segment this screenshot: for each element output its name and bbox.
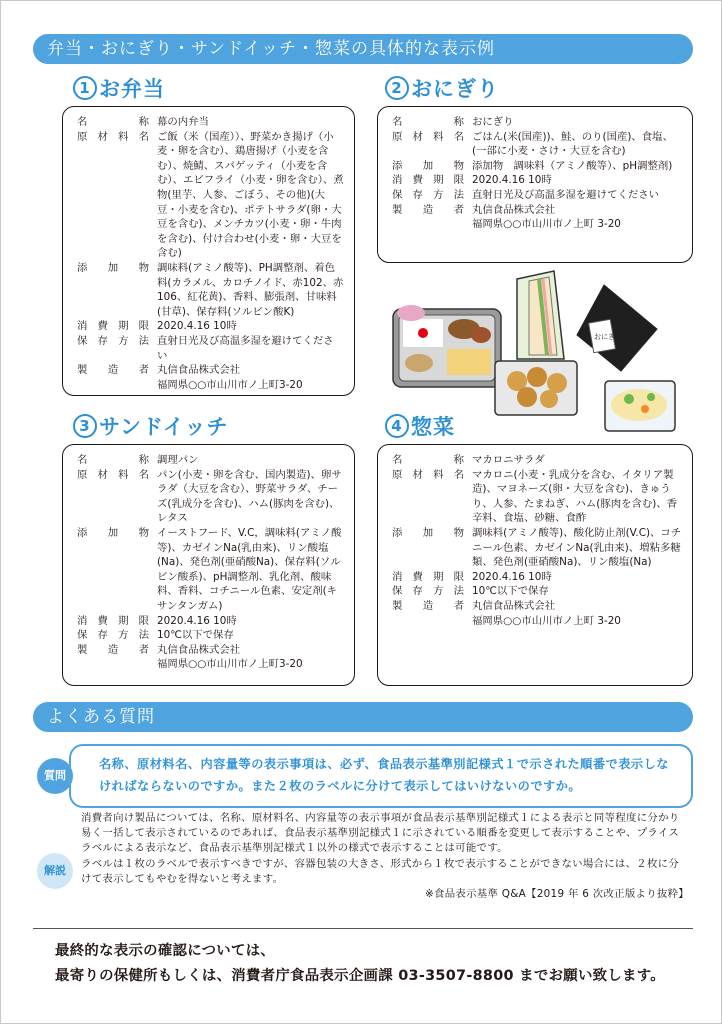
faq-question <box>33 744 693 808</box>
section-banner-examples: 弁当・おにぎり・サンドイッチ・惣菜の具体的な表示例 <box>33 34 693 64</box>
label-value: 丸信食品株式会社 福岡県○○市山川市ノ上町3-20 <box>157 643 303 671</box>
label-value: 10℃以下で保存 <box>472 585 549 598</box>
label-value: 10℃以下で保存 <box>157 629 234 642</box>
label-value: 調味料(アミノ酸等)、PH調整剤、着色料(カラメル、カロチノイド、赤102、赤106、紅花黄)、香料、膨張剤、甘味料(甘草)、保存料(ソルビン酸K) <box>157 261 344 318</box>
label-key: 添 加 物 <box>77 526 149 539</box>
label-row <box>392 159 682 174</box>
label-value: 丸信食品株式会社 福岡県○○市山川市ノ上町3-20 <box>157 364 303 391</box>
section-title-sandwich <box>73 411 228 441</box>
label-card-bento <box>62 106 355 396</box>
label-key: 消 費 期 限 <box>77 614 149 627</box>
answer-text <box>81 811 689 902</box>
label-key: 原 材 料 名 <box>392 468 464 481</box>
label-value: ご飯（米（国産））、野菜かき揚げ（小麦・卵を含む）、鶏唐揚げ（小麦を含む）、焼鯖、スパゲッティ（小麦を含む）、エビフライ（小麦・卵を含む）、煮物(里芋、人参、ごぼう、その他)(大豆・小麦を含む)、ポテトサラダ(卵・大豆を含む)、メンチカツ(小麦・卵・牛肉を含む)、付け合わせ(小麦・卵・大豆を含む) <box>157 130 344 260</box>
label-key: 名 称 <box>392 454 464 466</box>
citation: ※食品表示基準 Q&A【2019 年 6 次改正版より抜粋】 <box>425 888 689 901</box>
label-key: 製 造 者 <box>392 599 464 612</box>
label-row <box>77 614 344 629</box>
faq-banner: よくある質問 <box>33 702 693 732</box>
section-title-text: サンドイッチ <box>99 415 229 439</box>
label-value: 添加物 調味料（アミノ酸等）、pH調整剤) <box>472 159 673 172</box>
label-row <box>77 130 344 261</box>
section-title-bento <box>73 73 165 103</box>
label-value: 2020.4.16 10時 <box>157 320 237 333</box>
answer-paragraph: 消費者向け製品については、名称、原材料名、内容量等の表示事項が食品表示基準別記様式１による表示と同等程度に分かり易く一括して表示されているのであれば、食品表示基準別記様式１に示されている順番を変更して表示することや、プライスラベルによる表示など、食品表示基準別記様式１以外の様式で表示することは可能です。 <box>81 812 680 855</box>
label-key: 保 存 方 法 <box>77 629 149 642</box>
label-card-onigiri <box>377 106 693 263</box>
label-value: イーストフード、V.C，調味料(アミノ酸等)、カゼインNa(乳由来)、リン酸塩(Na)、発色剤(亜硝酸Na)、保存料(ソルビン酸系)、pH調整剤、乳化剤、酸味料、香料、コチニール色素、安定剤(キサンタンガム) <box>157 526 342 612</box>
section-title-text: お弁当 <box>99 77 165 101</box>
label-row <box>77 468 344 526</box>
label-value: 丸信食品株式会社 福岡県○○市山川市ノ上町 3-20 <box>472 203 621 231</box>
label-key: 名 称 <box>77 116 149 128</box>
label-row <box>77 363 344 392</box>
label-row <box>392 203 682 232</box>
label-row <box>392 173 682 188</box>
label-key: 名 称 <box>77 454 149 466</box>
label-row <box>77 526 344 614</box>
final-note <box>55 939 665 989</box>
label-row <box>392 599 682 628</box>
label-value: 2020.4.16 10時 <box>157 614 237 627</box>
question-text: 名称、原材料名、内容量等の表示事項は、必ず、食品表示基準別記様式１で示された順番で表示しなければならないのですか。また２枚のラベルに分けて表示してはいけないのですか。 <box>69 744 693 808</box>
label-value: マカロニサラダ <box>472 454 545 466</box>
label-card-sandwich <box>62 444 355 686</box>
label-row <box>77 115 344 130</box>
label-key: 保 存 方 法 <box>77 334 149 347</box>
label-value: おにぎり <box>472 116 514 128</box>
label-key: 原 材 料 名 <box>77 468 149 481</box>
label-row <box>77 261 344 319</box>
label-key: 消 費 期 限 <box>77 320 149 333</box>
label-key: 添 加 物 <box>77 261 149 274</box>
label-row <box>77 643 344 672</box>
label-value: 2020.4.16 10時 <box>472 570 552 583</box>
circled-number: 1 <box>73 76 97 100</box>
karaage-pack-icon <box>495 361 577 415</box>
section-title-text: 惣菜 <box>411 415 455 439</box>
label-value: 丸信食品株式会社 福岡県○○市山川市ノ上町 3-20 <box>472 599 621 627</box>
label-value: 調理パン <box>157 454 199 466</box>
label-row <box>77 453 344 468</box>
label-row <box>392 584 682 599</box>
final-note-line: 最終的な表示の確認については、 <box>55 943 276 959</box>
salad-pack-icon <box>605 381 675 431</box>
answer-paragraph: ラベルは１枚のラベルで表示すべきですが、容器包装の大きさ、形式から１枚で表示することができない場合には、２枚に分けて表示してもやむを得ないと考えます。 <box>81 857 680 885</box>
label-row <box>392 526 682 570</box>
label-row <box>392 130 682 159</box>
label-card-sozai <box>377 444 693 686</box>
label-key: 名 称 <box>392 116 464 128</box>
label-key: 消 費 期 限 <box>392 570 464 583</box>
circled-number: 2 <box>385 76 409 100</box>
label-row <box>392 453 682 468</box>
section-title-text: おにぎり <box>411 77 499 101</box>
label-value: 2020.4.16 10時 <box>472 174 552 187</box>
label-key: 保 存 方 法 <box>392 585 464 598</box>
label-value: 調味料(アミノ酸等)、酸化防止剤(V.C)、コチニール色素、カゼインNa(乳由来)、増粘多糖類、発色剤(亜硝酸Na)、リン酸塩(Na) <box>472 526 682 569</box>
circled-number: 4 <box>385 414 409 438</box>
label-key: 原 材 料 名 <box>77 130 149 143</box>
label-row <box>392 115 682 130</box>
section-title-onigiri <box>385 73 499 103</box>
label-value: マカロニ(小麦・乳成分を含む、イタリア製造)、マヨネーズ(卵・大豆を含む)、きゅうり、人参、たまねぎ、ハム(豚肉を含む)、香辛料、食塩、砂糖、食酢 <box>472 468 678 525</box>
final-note-line: 最寄りの保健所もしくは、消費者庁食品表示企画課 03-3507-8800 までお願い致します。 <box>55 968 665 984</box>
sandwich-icon <box>517 271 564 359</box>
label-value: 直射日光及び高温多湿を避けてください <box>157 334 334 362</box>
label-key: 添 加 物 <box>392 159 464 172</box>
label-value: ごはん(米(国産))、鮭、のり(国産)、食塩、(一部に小麦・さけ・大豆を含む) <box>472 130 673 158</box>
label-row <box>392 570 682 585</box>
rice-ball-icon <box>577 285 657 371</box>
question-badge: 質問 <box>37 758 73 794</box>
label-row <box>392 468 682 526</box>
bento-box-icon <box>393 305 501 387</box>
label-key: 製 造 者 <box>77 643 149 656</box>
label-row <box>77 334 344 363</box>
rice-ball-label: おにぎり <box>594 333 622 341</box>
label-key: 製 造 者 <box>77 364 149 377</box>
section-title-sozai <box>385 411 455 441</box>
label-row <box>392 188 682 203</box>
label-row <box>77 319 344 334</box>
answer-badge: 解説 <box>37 853 73 889</box>
divider <box>33 928 693 929</box>
label-value: パン(小麦・卵を含む、国内製造)、卵サラダ（大豆を含む）、野菜サラダ、チーズ(乳成分を含む)、ハム(豚肉を含む)、レタス <box>157 468 342 525</box>
label-key: 消 費 期 限 <box>392 174 464 187</box>
label-value: 直射日光及び高温多湿を避けてください <box>472 188 660 201</box>
label-key: 保 存 方 法 <box>392 188 464 201</box>
label-key: 原 材 料 名 <box>392 130 464 143</box>
label-key: 製 造 者 <box>392 203 464 216</box>
label-row <box>77 628 344 643</box>
label-key: 添 加 物 <box>392 526 464 539</box>
label-value: 幕の内弁当 <box>157 116 209 128</box>
circled-number: 3 <box>73 414 97 438</box>
